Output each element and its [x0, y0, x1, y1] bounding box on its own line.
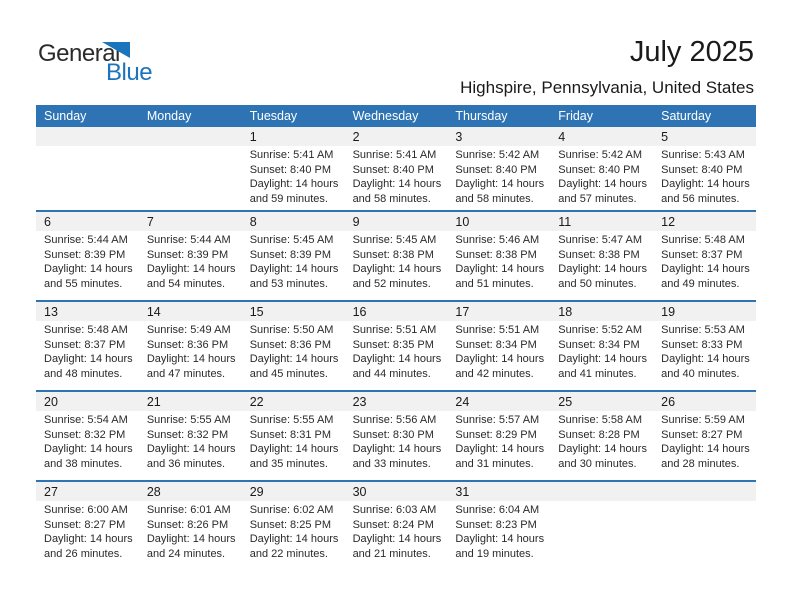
day-number: 16: [352, 305, 367, 319]
day-number: 29: [249, 485, 264, 499]
day-cell-details: [139, 321, 242, 381]
day-number: 24: [455, 395, 470, 409]
daylight-text: Daylight: 14 hours: [146, 263, 236, 276]
day-number: 21: [146, 395, 161, 409]
calendar-table: [36, 105, 756, 570]
daylight-text-cont: and 19 minutes.: [455, 547, 534, 560]
day-cell-details: [447, 501, 550, 561]
day-number: 15: [249, 305, 264, 319]
day-number: 12: [661, 215, 676, 229]
daylight-text: Daylight: 14 hours: [352, 178, 442, 191]
daylight-text-cont: and 22 minutes.: [249, 547, 328, 560]
daylight-text-cont: and 21 minutes.: [352, 547, 431, 560]
daylight-text-cont: and 30 minutes.: [558, 457, 637, 470]
general-blue-logo: [38, 40, 168, 86]
week-row: [36, 210, 756, 300]
day-cell-details: [36, 411, 139, 471]
sunrise-text: Sunrise: 5:42 AM: [455, 149, 540, 161]
sunset-text: Sunset: 8:39 PM: [249, 248, 332, 261]
day-number: 2: [352, 130, 360, 144]
sunset-text: Sunset: 8:23 PM: [455, 518, 537, 531]
sunrise-text: Sunrise: 5:48 AM: [44, 324, 128, 336]
sunset-text: Sunset: 8:32 PM: [146, 428, 229, 441]
sunrise-text: Sunrise: 5:49 AM: [146, 324, 231, 336]
daylight-text-cont: and 53 minutes.: [249, 277, 328, 290]
day-number: [653, 482, 756, 501]
daylight-text: Daylight: 14 hours: [352, 533, 442, 546]
sunrise-text: Sunrise: 5:59 AM: [661, 414, 745, 426]
day-cell-details: [653, 146, 756, 206]
day-cell-details: [653, 411, 756, 471]
daylight-text: Daylight: 14 hours: [455, 178, 545, 191]
week-row: [36, 127, 756, 210]
day-cell-details: [447, 411, 550, 471]
day-cell-details: [242, 231, 345, 291]
day-number: 6: [44, 215, 51, 229]
sunrise-text: Sunrise: 5:48 AM: [661, 234, 745, 246]
day-cell-details: [653, 231, 756, 291]
daylight-text: Daylight: 14 hours: [352, 263, 442, 276]
daylight-text-cont: and 47 minutes.: [146, 367, 226, 380]
daylight-text-cont: and 58 minutes.: [352, 192, 431, 205]
daylight-text-cont: and 41 minutes.: [558, 367, 637, 380]
sunrise-text: Sunrise: 5:58 AM: [558, 414, 643, 426]
daylight-text: Daylight: 14 hours: [146, 353, 236, 366]
day-details-row: [36, 146, 756, 206]
day-number: 30: [352, 485, 367, 499]
sunset-text: Sunset: 8:26 PM: [146, 518, 229, 531]
daylight-text: Daylight: 14 hours: [249, 533, 339, 546]
daylight-text-cont: and 31 minutes.: [455, 457, 534, 470]
daylight-text-cont: and 28 minutes.: [661, 457, 740, 470]
day-number-band: [36, 127, 756, 146]
sunset-text: Sunset: 8:27 PM: [44, 518, 126, 531]
day-number: 11: [558, 215, 572, 229]
daylight-text-cont: and 33 minutes.: [352, 457, 431, 470]
day-number: 18: [558, 305, 573, 319]
day-cell-details: [345, 146, 448, 206]
sunset-text: Sunset: 8:29 PM: [455, 428, 537, 441]
day-number: 27: [44, 485, 58, 499]
sunrise-text: Sunrise: 5:55 AM: [146, 414, 231, 426]
sunset-text: Sunset: 8:39 PM: [44, 248, 126, 261]
daylight-text-cont: and 45 minutes.: [249, 367, 328, 380]
sunset-text: Sunset: 8:38 PM: [352, 248, 434, 261]
sunset-text: Sunset: 8:32 PM: [44, 428, 126, 441]
day-cell-details: [550, 231, 653, 291]
weekday-header-row: [36, 105, 756, 127]
sunset-text: Sunset: 8:25 PM: [249, 518, 332, 531]
day-cell-details: [36, 146, 139, 206]
daylight-text: Daylight: 14 hours: [249, 178, 339, 191]
day-cell-details: [242, 411, 345, 471]
day-details-row: [36, 321, 756, 381]
sunset-text: Sunset: 8:40 PM: [661, 163, 743, 176]
logo-triangle-icon: [102, 42, 130, 58]
daylight-text: Daylight: 14 hours: [352, 353, 442, 366]
sunset-text: Sunset: 8:35 PM: [352, 338, 434, 351]
daylight-text-cont: and 40 minutes.: [661, 367, 740, 380]
sunrise-text: Sunrise: 5:43 AM: [661, 149, 745, 161]
sunset-text: Sunset: 8:39 PM: [146, 248, 229, 261]
sunset-text: Sunset: 8:28 PM: [558, 428, 640, 441]
daylight-text: Daylight: 14 hours: [661, 443, 750, 456]
day-cell-details: [242, 501, 345, 561]
sunrise-text: Sunrise: 6:00 AM: [44, 504, 128, 516]
sunset-text: Sunset: 8:30 PM: [352, 428, 434, 441]
sunset-text: Sunset: 8:36 PM: [146, 338, 229, 351]
day-cell-details: [242, 321, 345, 381]
sunrise-text: Sunrise: 6:04 AM: [455, 504, 540, 516]
sunset-text: Sunset: 8:34 PM: [558, 338, 640, 351]
daylight-text-cont: and 26 minutes.: [44, 547, 123, 560]
day-number: [36, 127, 139, 146]
sunset-text: Sunset: 8:38 PM: [455, 248, 537, 261]
daylight-text: Daylight: 14 hours: [249, 443, 339, 456]
sunrise-text: Sunrise: 5:51 AM: [455, 324, 540, 336]
daylight-text-cont: and 35 minutes.: [249, 457, 328, 470]
day-number: 7: [146, 215, 154, 229]
sunrise-text: Sunrise: 5:45 AM: [249, 234, 334, 246]
daylight-text: Daylight: 14 hours: [44, 353, 133, 366]
sunrise-text: Sunrise: 6:02 AM: [249, 504, 334, 516]
day-number: 1: [249, 130, 257, 144]
daylight-text-cont: and 42 minutes.: [455, 367, 534, 380]
sunrise-text: Sunrise: 5:56 AM: [352, 414, 437, 426]
daylight-text-cont: and 55 minutes.: [44, 277, 123, 290]
daylight-text-cont: and 59 minutes.: [249, 192, 328, 205]
daylight-text: Daylight: 14 hours: [44, 443, 133, 456]
daylight-text: Daylight: 14 hours: [146, 443, 236, 456]
day-cell-details: [139, 411, 242, 471]
daylight-text: Daylight: 14 hours: [249, 263, 339, 276]
sunrise-text: Sunrise: 5:42 AM: [558, 149, 643, 161]
weekday-header-thursday: Thursday: [455, 109, 508, 123]
day-details-row: [36, 231, 756, 291]
sunset-text: Sunset: 8:33 PM: [661, 338, 743, 351]
weekday-header-tuesday: Tuesday: [249, 109, 298, 123]
day-number-band: [36, 302, 756, 321]
sunrise-text: Sunrise: 5:54 AM: [44, 414, 128, 426]
sunset-text: Sunset: 8:40 PM: [352, 163, 434, 176]
logo-text-blue: Blue: [106, 59, 153, 86]
day-cell-details: [345, 501, 448, 561]
daylight-text-cont: and 57 minutes.: [558, 192, 637, 205]
day-cell-details: [653, 321, 756, 381]
weekday-header-wednesday: Wednesday: [352, 109, 419, 123]
day-cell-details: [242, 146, 345, 206]
day-number: 26: [661, 395, 676, 409]
day-number: [139, 127, 242, 146]
day-number: 10: [455, 215, 470, 229]
day-number: 20: [44, 395, 58, 409]
day-cell-details: [139, 146, 242, 206]
daylight-text: Daylight: 14 hours: [558, 353, 647, 366]
daylight-text: Daylight: 14 hours: [146, 533, 236, 546]
daylight-text-cont: and 52 minutes.: [352, 277, 431, 290]
sunrise-text: Sunrise: 5:57 AM: [455, 414, 540, 426]
day-number: 4: [558, 130, 566, 144]
day-cell-details: [550, 411, 653, 471]
day-cell-details: [139, 501, 242, 561]
daylight-text-cont: and 44 minutes.: [352, 367, 431, 380]
sunrise-text: Sunrise: 5:45 AM: [352, 234, 437, 246]
day-number: 9: [352, 215, 360, 229]
day-cell-details: [36, 231, 139, 291]
daylight-text: Daylight: 14 hours: [352, 443, 442, 456]
sunrise-text: Sunrise: 5:44 AM: [146, 234, 231, 246]
weekday-header-saturday: Saturday: [661, 109, 712, 123]
sunset-text: Sunset: 8:37 PM: [44, 338, 126, 351]
day-cell-details: [139, 231, 242, 291]
week-row: [36, 480, 756, 570]
sunrise-text: Sunrise: 5:55 AM: [249, 414, 334, 426]
sunrise-text: Sunrise: 5:52 AM: [558, 324, 643, 336]
daylight-text: Daylight: 14 hours: [558, 443, 647, 456]
day-number: 8: [249, 215, 257, 229]
daylight-text: Daylight: 14 hours: [455, 443, 545, 456]
sunrise-text: Sunrise: 5:50 AM: [249, 324, 334, 336]
weekday-header-monday: Monday: [146, 109, 192, 123]
sunrise-text: Sunrise: 5:41 AM: [249, 149, 334, 161]
daylight-text: Daylight: 14 hours: [661, 353, 750, 366]
daylight-text-cont: and 54 minutes.: [146, 277, 226, 290]
daylight-text: Daylight: 14 hours: [455, 533, 545, 546]
day-cell-details: [447, 146, 550, 206]
sunrise-text: Sunrise: 5:47 AM: [558, 234, 643, 246]
daylight-text: Daylight: 14 hours: [249, 353, 339, 366]
daylight-text-cont: and 51 minutes.: [455, 277, 534, 290]
day-cell-details: [447, 321, 550, 381]
sunset-text: Sunset: 8:27 PM: [661, 428, 743, 441]
day-cell-details: [653, 501, 756, 561]
day-number: 3: [455, 130, 463, 144]
weekday-header-sunday: Sunday: [44, 109, 87, 123]
week-row: [36, 390, 756, 480]
day-number: 23: [352, 395, 367, 409]
day-number: 28: [146, 485, 161, 499]
day-number: 13: [44, 305, 58, 319]
sunset-text: Sunset: 8:40 PM: [249, 163, 332, 176]
sunrise-text: Sunrise: 6:01 AM: [146, 504, 231, 516]
day-cell-details: [345, 321, 448, 381]
sunset-text: Sunset: 8:38 PM: [558, 248, 640, 261]
sunset-text: Sunset: 8:31 PM: [249, 428, 332, 441]
daylight-text: Daylight: 14 hours: [661, 178, 750, 191]
sunrise-text: Sunrise: 5:53 AM: [661, 324, 745, 336]
daylight-text: Daylight: 14 hours: [44, 533, 133, 546]
sunset-text: Sunset: 8:40 PM: [455, 163, 537, 176]
sunset-text: Sunset: 8:36 PM: [249, 338, 332, 351]
sunrise-text: Sunrise: 5:41 AM: [352, 149, 437, 161]
day-number: 14: [146, 305, 161, 319]
day-number: 22: [249, 395, 264, 409]
day-number-band: [36, 212, 756, 231]
day-cell-details: [345, 411, 448, 471]
sunset-text: Sunset: 8:24 PM: [352, 518, 434, 531]
daylight-text: Daylight: 14 hours: [558, 263, 647, 276]
daylight-text: Daylight: 14 hours: [558, 178, 647, 191]
daylight-text-cont: and 50 minutes.: [558, 277, 637, 290]
sunrise-text: Sunrise: 5:44 AM: [44, 234, 128, 246]
day-cell-details: [345, 231, 448, 291]
day-details-row: [36, 501, 756, 561]
day-cell-details: [36, 501, 139, 561]
sunrise-text: Sunrise: 5:51 AM: [352, 324, 437, 336]
sunrise-text: Sunrise: 6:03 AM: [352, 504, 437, 516]
daylight-text-cont: and 48 minutes.: [44, 367, 123, 380]
day-cell-details: [447, 231, 550, 291]
week-row: [36, 300, 756, 390]
location-subtitle: Highspire, Pennsylvania, United States: [460, 78, 754, 97]
daylight-text: Daylight: 14 hours: [455, 263, 545, 276]
daylight-text: Daylight: 14 hours: [44, 263, 133, 276]
day-number: 5: [661, 130, 669, 144]
calendar-body: [36, 127, 756, 570]
daylight-text-cont: and 36 minutes.: [146, 457, 226, 470]
daylight-text-cont: and 56 minutes.: [661, 192, 740, 205]
daylight-text-cont: and 58 minutes.: [455, 192, 534, 205]
daylight-text: Daylight: 14 hours: [661, 263, 750, 276]
day-cell-details: [550, 501, 653, 561]
daylight-text-cont: and 24 minutes.: [146, 547, 226, 560]
day-number: 17: [455, 305, 470, 319]
daylight-text-cont: and 49 minutes.: [661, 277, 740, 290]
day-number: 19: [661, 305, 676, 319]
sunset-text: Sunset: 8:40 PM: [558, 163, 640, 176]
sunrise-text: Sunrise: 5:46 AM: [455, 234, 540, 246]
sunset-text: Sunset: 8:37 PM: [661, 248, 743, 261]
day-cell-details: [36, 321, 139, 381]
day-cell-details: [550, 321, 653, 381]
day-cell-details: [550, 146, 653, 206]
day-number: 25: [558, 395, 573, 409]
weekday-header-friday: Friday: [558, 109, 594, 123]
day-number-band: [36, 392, 756, 411]
month-title: July 2025: [629, 36, 754, 68]
daylight-text: Daylight: 14 hours: [455, 353, 545, 366]
day-number: 31: [455, 485, 470, 499]
sunset-text: Sunset: 8:34 PM: [455, 338, 537, 351]
day-number: [550, 482, 653, 501]
daylight-text-cont: and 38 minutes.: [44, 457, 123, 470]
logo-text-general: General: [38, 40, 120, 67]
day-number-band: [36, 482, 756, 501]
day-details-row: [36, 411, 756, 471]
